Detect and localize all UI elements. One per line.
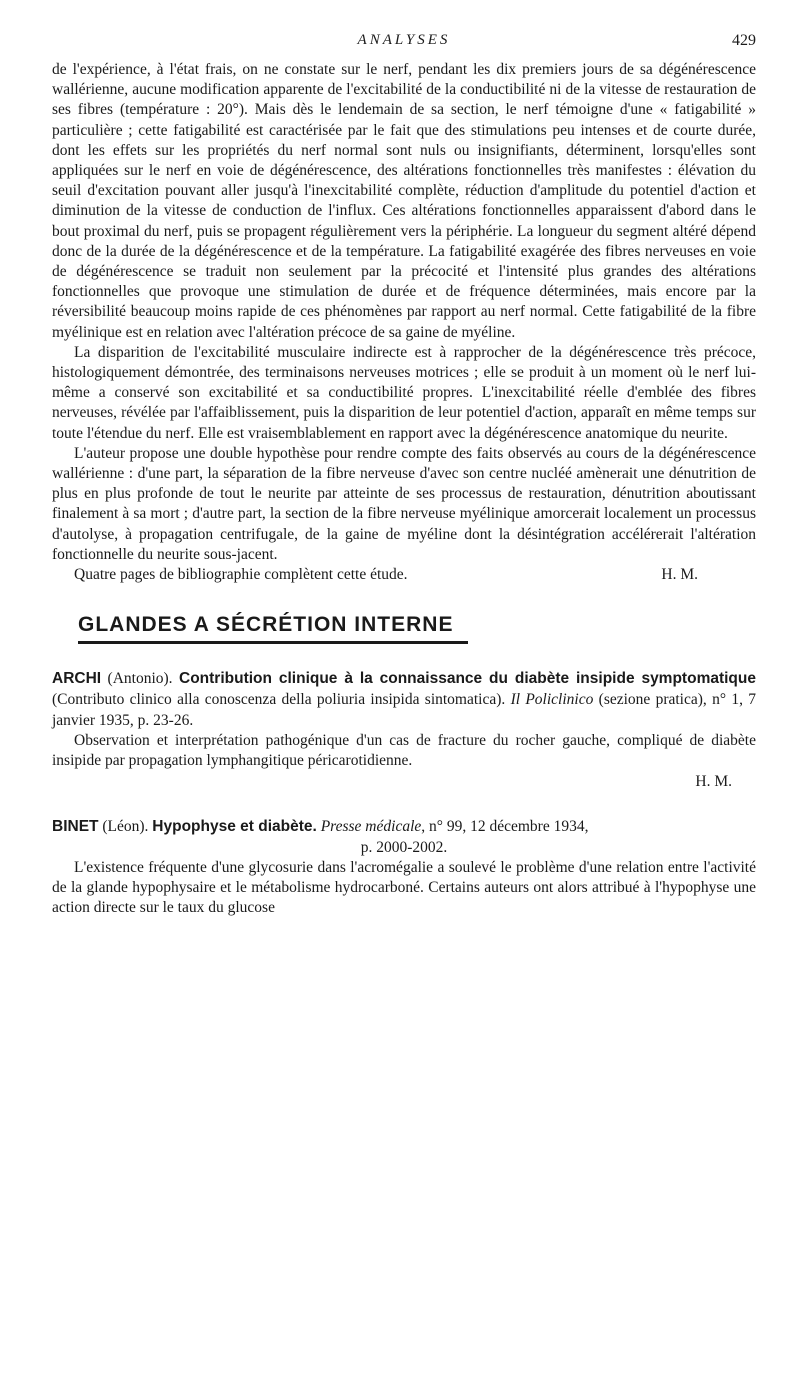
entry-citation-pages: p. 2000-2002. (360, 838, 448, 856)
running-head-title: ANALYSES (357, 32, 451, 48)
entry-author: ARCHI (52, 670, 102, 688)
page-number: 429 (732, 32, 756, 49)
abstract-entry (52, 668, 756, 792)
entry-firstname: (Léon). (102, 817, 149, 835)
section-rule (78, 641, 468, 644)
paragraph: L'auteur propose une double hypothèse pour rendre compte des faits observés au cours de la dégénérescence wallérienne : d'une part, la séparation de la fibre nerveuse d'avec son centre nucléé amènerait une dénutrition de plus en plus profonde de tout le neurite par atteinte de ses processus de restauration, dénutrition aboutissant finalement à sa mort ; d'autre part, la section de la fibre nerveuse myélinique amorcerait localement un processus d'autolyse, à propagation centrifugale, de la gaine de myéline dont la désintégration accélérerait l'altération fonctionnelle du neurite sous-jacent. (52, 444, 756, 563)
entry-journal: Il Policlinico (510, 691, 594, 709)
entry-firstname: (Antonio). (107, 670, 173, 688)
entry-body: Observation et interprétation pathogénique d'un cas de fracture du rocher gauche, compliqué de diabète insipide par propagation lymphangitique péricarotidienne. (52, 732, 756, 770)
entry-citation-post: (sezione pratica), n° 1, 7 janvier 1935, p. 23-26. (52, 691, 756, 730)
entry-journal: Presse médicale (320, 817, 422, 835)
section-heading: GLANDES A SÉCRÉTION INTERNE (78, 613, 454, 637)
entry-body: L'existence fréquente d'une glycosurie dans l'acromégalie a soulevé le problème d'une relation entre l'activité de la glande hypophysaire et le métabolisme hydrocarboné. Certains auteurs ont alors attribué à l'hypophyse une action directe sur le taux du glucose (52, 858, 756, 917)
paragraph: La disparition de l'excitabilité musculaire indirecte est à rapprocher de la dégénérescence très précoce, histologiquement démontrée, des terminaisons nerveuses motrices ; elle se produit à un moment où le nerf lui-même a conservé son excitabilité et sa conductibilité propres. L'inexcitabilité réelle d'emblée des fibres nerveuses, révélée par l'affaiblissement, puis la disparition de leur potentiel d'action, apparaît en même temps sur toute l'étendue du nerf. Elle est vraisemblablement en rapport avec la dégénérescence anatomique du neurite. (52, 343, 756, 442)
abstract-entry (52, 816, 756, 919)
entry-citation-pre: (Contributo clinico alla conoscenza della poliuria insipida sintomatica). (52, 691, 506, 709)
entry-citation (52, 668, 756, 731)
entry-title: Contribution clinique à la connaissance du diabète insipide symptomatique (179, 670, 756, 688)
signature: H. M. (661, 566, 698, 584)
entry-citation-post: , n° 99, 12 décembre 1934, (421, 817, 589, 835)
entry-author: BINET (52, 817, 99, 835)
signature: H. M. (695, 772, 732, 790)
running-head (52, 30, 756, 60)
closing-line (52, 565, 756, 585)
paragraph: de l'expérience, à l'état frais, on ne constate sur le nerf, pendant les dix premiers jours de sa dégénérescence wallérienne, aucune modification apparente de l'excitabilité de la conductibilité ni de la vitesse de restauration de ses fibres (température : 20°). Mais dès le lendemain de sa section, le nerf témoigne d'une « fatigabilité » particulière ; cette fatigabilité est caractérisée par le fait que des stimulations peu intenses et de courte durée, dont les effets sur les propriétés du nerf normal sont nuls ou insignifiants, déterminent, lorsqu'elles sont appliquées sur le nerf en voie de dégénérescence, des altérations fonctionnelles très manifestes : élévation du seuil d'excitation pouvant aller jusqu'à l'inexcitabilité complète, réduction d'amplitude du potentiel d'action et diminution de la vitesse de conduction de l'influx. Ces altérations fonctionnelles apparaissent d'abord dans le bout proximal du nerf, puis se propagent régulièrement vers la périphérie. La longueur du segment altéré dépend donc de la durée de la dégénérescence et de la température. La fatigabilité exagérée des fibres nerveuses en voie de dégénérescence se traduit non seulement par la précocité et l'intensité plus grandes des altérations fonctionnelles que provoque une stimulation de durée et de fréquence déterminées, mais encore par la réversibilité beaucoup moins rapide de ces phénomènes par rapport au nerf normal. Cette fatigabilité de la fibre myélinique est en relation avec l'altération précoce de sa gaine de myéline. (52, 61, 756, 341)
closing-text: Quatre pages de bibliographie complètent cette étude. (74, 566, 408, 584)
journal-page (52, 30, 756, 919)
entry-citation (52, 816, 756, 858)
entry-title: Hypophyse et diabète. (152, 817, 317, 835)
